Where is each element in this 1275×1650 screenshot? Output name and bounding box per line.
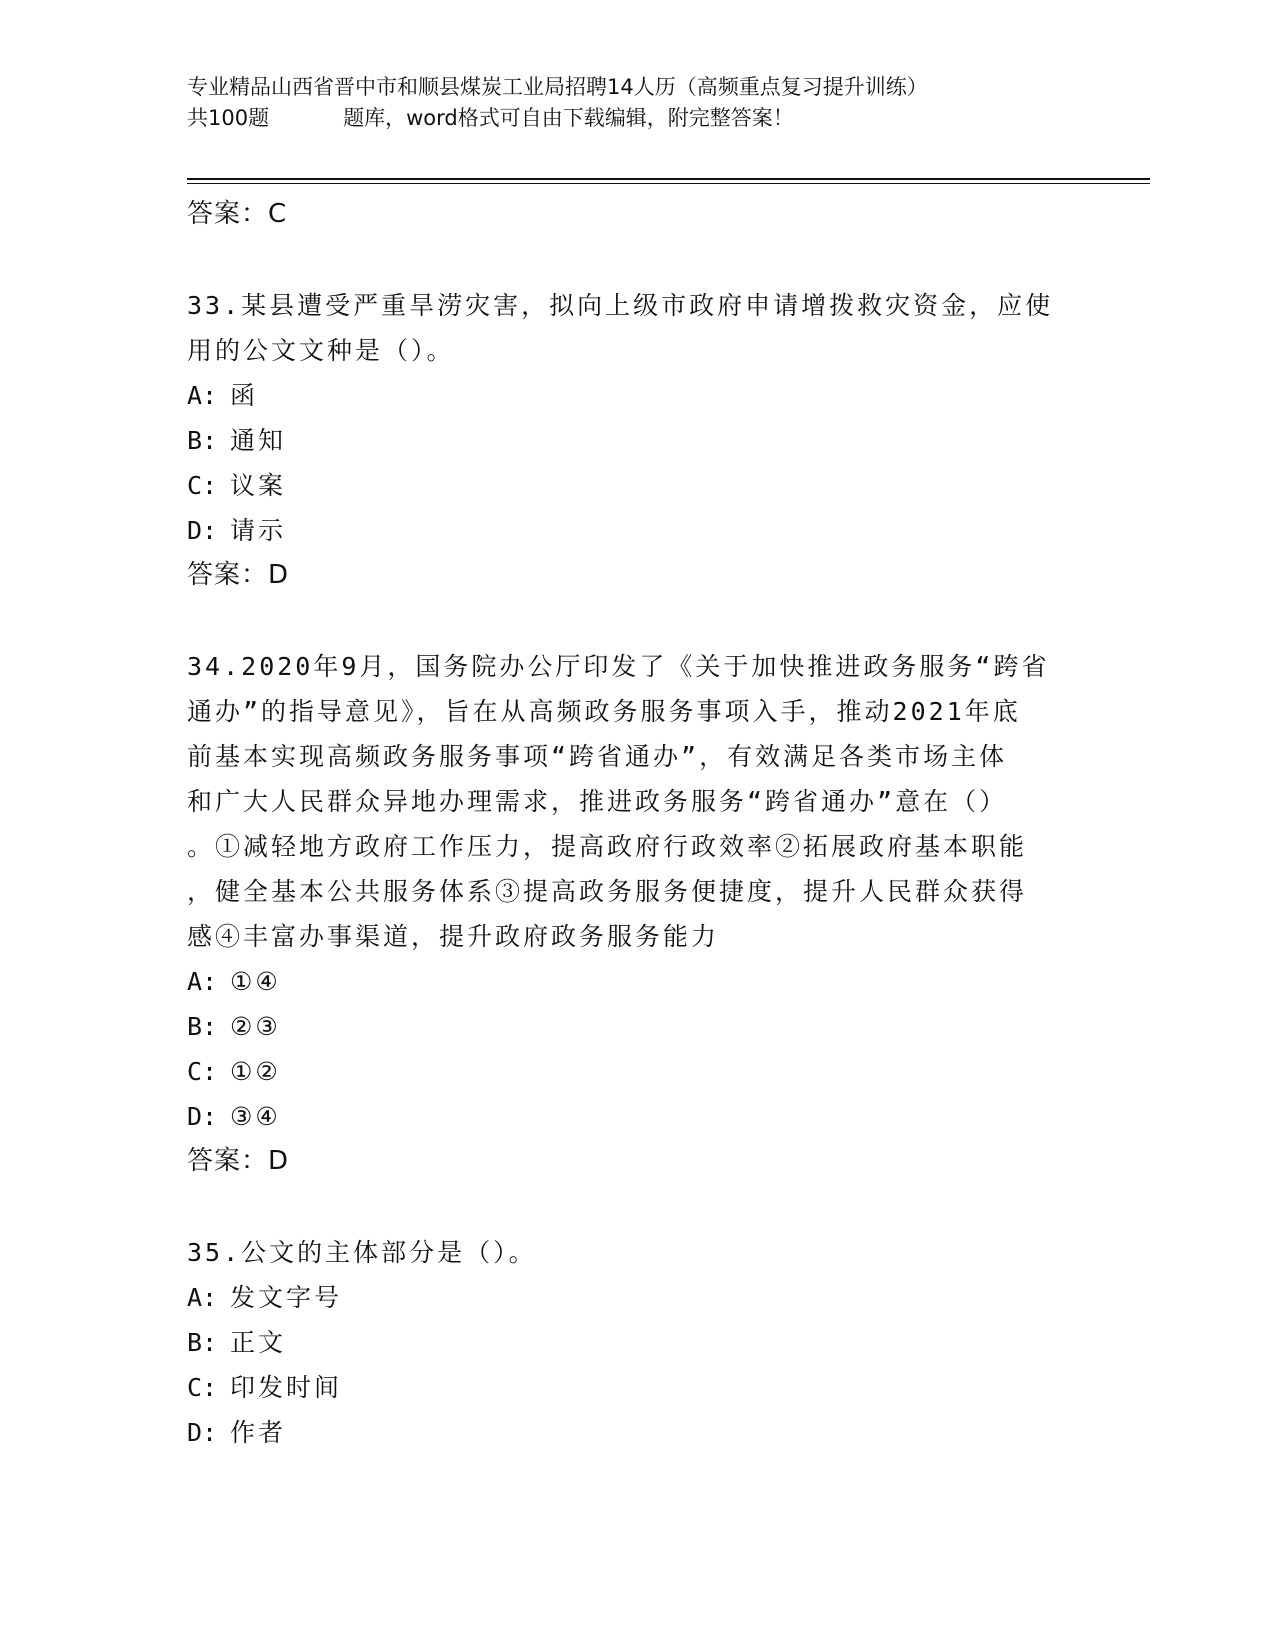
option-b: B: 通知 <box>187 426 287 455</box>
answer-33: 答案：D <box>187 560 290 590</box>
question-text-line: 。①减轻地方政府工作压力，提高政府行政效率②拓展政府基本职能 <box>187 832 1028 861</box>
question-text <box>187 283 1087 373</box>
option-d: D: ③④ <box>187 1102 281 1131</box>
question-list <box>187 192 1087 1455</box>
header-title-line2 <box>187 103 1087 134</box>
question-text-line: 33.某县遭受严重旱涝灾害，拟向上级市政府申请增拨救灾资金，应使 <box>187 291 1054 320</box>
question-text-line: 和广大人民群众异地办理需求，推进政务服务“跨省通办”意在（） <box>187 787 1008 816</box>
header-rule-thin <box>187 183 1150 184</box>
option-b: B: 正文 <box>187 1328 287 1357</box>
option-b: B: ②③ <box>187 1012 281 1041</box>
header-rule-thick <box>187 178 1150 180</box>
question-text <box>187 1230 1087 1275</box>
option-a: A: 发文字号 <box>187 1283 343 1312</box>
option-a: A: 函 <box>187 381 259 410</box>
question-34 <box>187 644 1087 1184</box>
question-text-line: 感④丰富办事渠道，提升政府政务服务能力 <box>187 922 720 951</box>
header-count: 共100题 <box>187 106 270 130</box>
answer-34: 答案：D <box>187 1146 290 1176</box>
header-note: 题库，word格式可自由下载编辑，附完整答案！ <box>343 106 794 130</box>
option-a: A: ①④ <box>187 967 281 996</box>
option-d: D: 请示 <box>187 516 287 545</box>
previous-answer: 答案：C <box>187 199 288 229</box>
option-c: C: 议案 <box>187 471 287 500</box>
question-text-line: 用的公文文种是（）。 <box>187 336 455 365</box>
question-text-line: 前基本实现高频政务服务事项“跨省通办”，有效满足各类市场主体 <box>187 742 1008 771</box>
header-title-line1: 专业精品山西省晋中市和顺县煤炭工业局招聘14人历（高频重点复习提升训练） <box>187 75 928 99</box>
question-text-line: 35.公文的主体部分是（）。 <box>187 1238 537 1267</box>
question-text <box>187 644 1087 959</box>
question-text-line: 34.2020年9月，国务院办公厅印发了《关于加快推进政务服务“跨省 <box>187 652 1050 681</box>
option-c: C: 印发时间 <box>187 1373 343 1402</box>
question-35 <box>187 1230 1087 1455</box>
option-c: C: ①② <box>187 1057 281 1086</box>
question-33 <box>187 283 1087 598</box>
question-text-line: ，健全基本公共服务体系③提高政务服务便捷度，提升人民群众获得 <box>187 877 1028 906</box>
page-header <box>187 72 1087 134</box>
question-text-line: 通办”的指导意见》，旨在从高频政务服务事项入手，推动2021年底 <box>187 697 1021 726</box>
option-d: D: 作者 <box>187 1418 287 1447</box>
